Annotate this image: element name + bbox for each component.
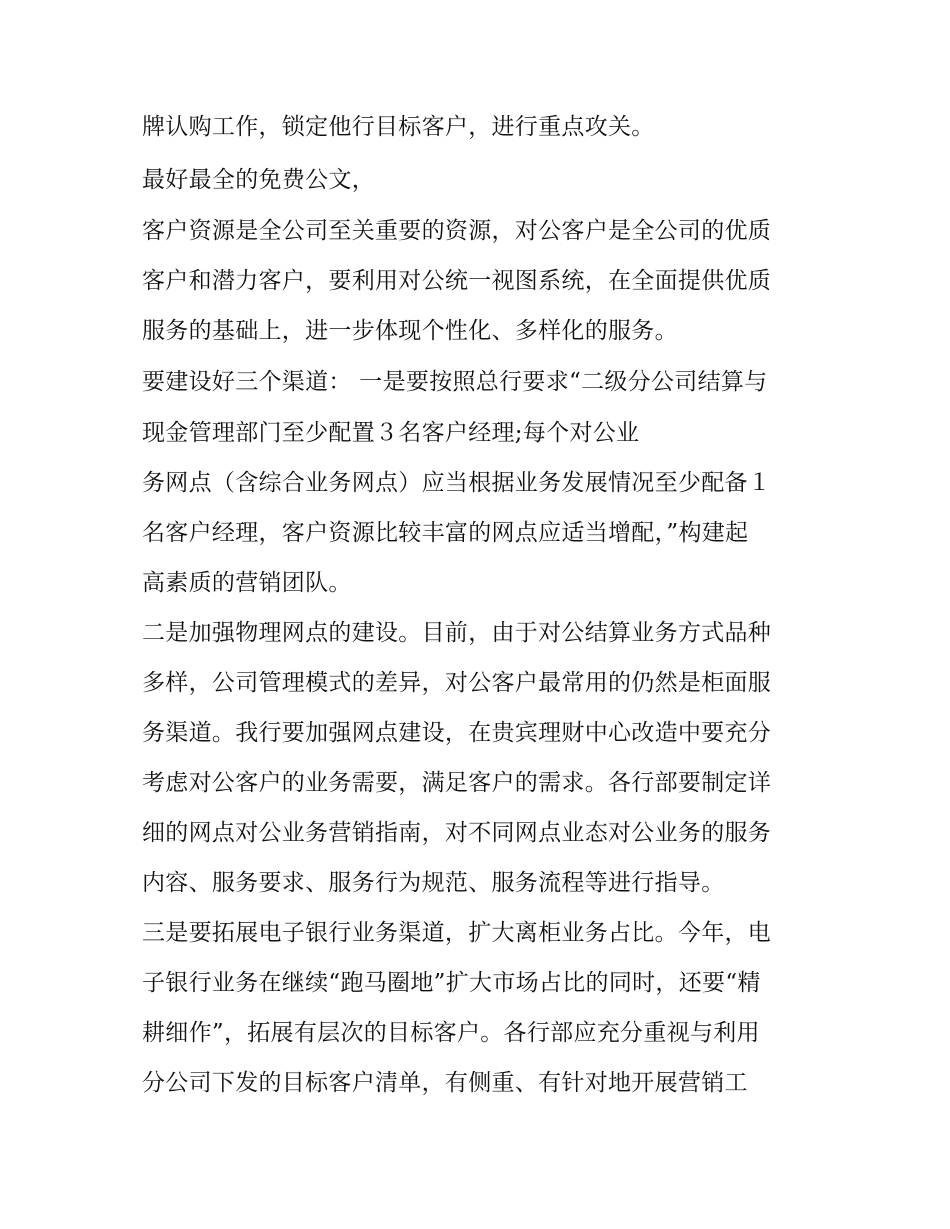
text-line: 务网点（含综合业务网点）应当根据业务发展情况至少配备１: [142, 470, 772, 496]
text-line: 分公司下发的目标客户清单，有侧重、有针对地开展营销工: [142, 1070, 748, 1096]
text-line: 多样，公司管理模式的差异，对公客户最常用的仍然是柜面服: [142, 670, 772, 696]
text-line: 细的网点对公业务营销指南，对不同网点业态对公业务的服务: [142, 820, 772, 846]
text-line: 最好最全的免费公文，: [142, 167, 375, 193]
text-line: 高素质的营销团队。: [142, 570, 352, 596]
text-line: 要建设好三个渠道： 一是要按照总行要求“二级分公司结算与: [142, 369, 768, 395]
text-line: 二是加强物理网点的建设。目前，由于对公结算业务方式品种: [142, 620, 772, 646]
text-line: 现金管理部门至少配置３名客户经理;每个对公业: [142, 420, 640, 446]
text-line: 务渠道。我行要加强网点建设，在贵宾理财中心改造中要充分: [142, 720, 772, 746]
text-line: 客户资源是全公司至关重要的资源，对公客户是全公司的优质: [142, 218, 772, 244]
text-line: 耕细作”，拓展有层次的目标客户。各行部应充分重视与利用: [142, 1020, 760, 1046]
text-line: 牌认购工作，锁定他行目标客户，进行重点攻关。: [142, 114, 655, 140]
text-line: 名客户经理，客户资源比较丰富的网点应适当增配，”构建起: [142, 520, 749, 546]
text-line: 三是要拓展电子银行业务渠道，扩大离柜业务占比。今年，电: [142, 920, 772, 946]
text-line: 服务的基础上，进一步体现个性化、多样化的服务。: [142, 318, 678, 344]
text-line: 考虑对公客户的业务需要，满足客户的需求。各行部要制定详: [142, 770, 772, 796]
text-line: 子银行业务在继续“跑马圈地”扩大市场占比的同时，还要“精: [142, 970, 761, 996]
text-line: 内容、服务要求、服务行为规范、服务流程等进行指导。: [142, 870, 725, 896]
text-line: 客户和潜力客户，要利用对公统一视图系统，在全面提供优质: [142, 268, 772, 294]
